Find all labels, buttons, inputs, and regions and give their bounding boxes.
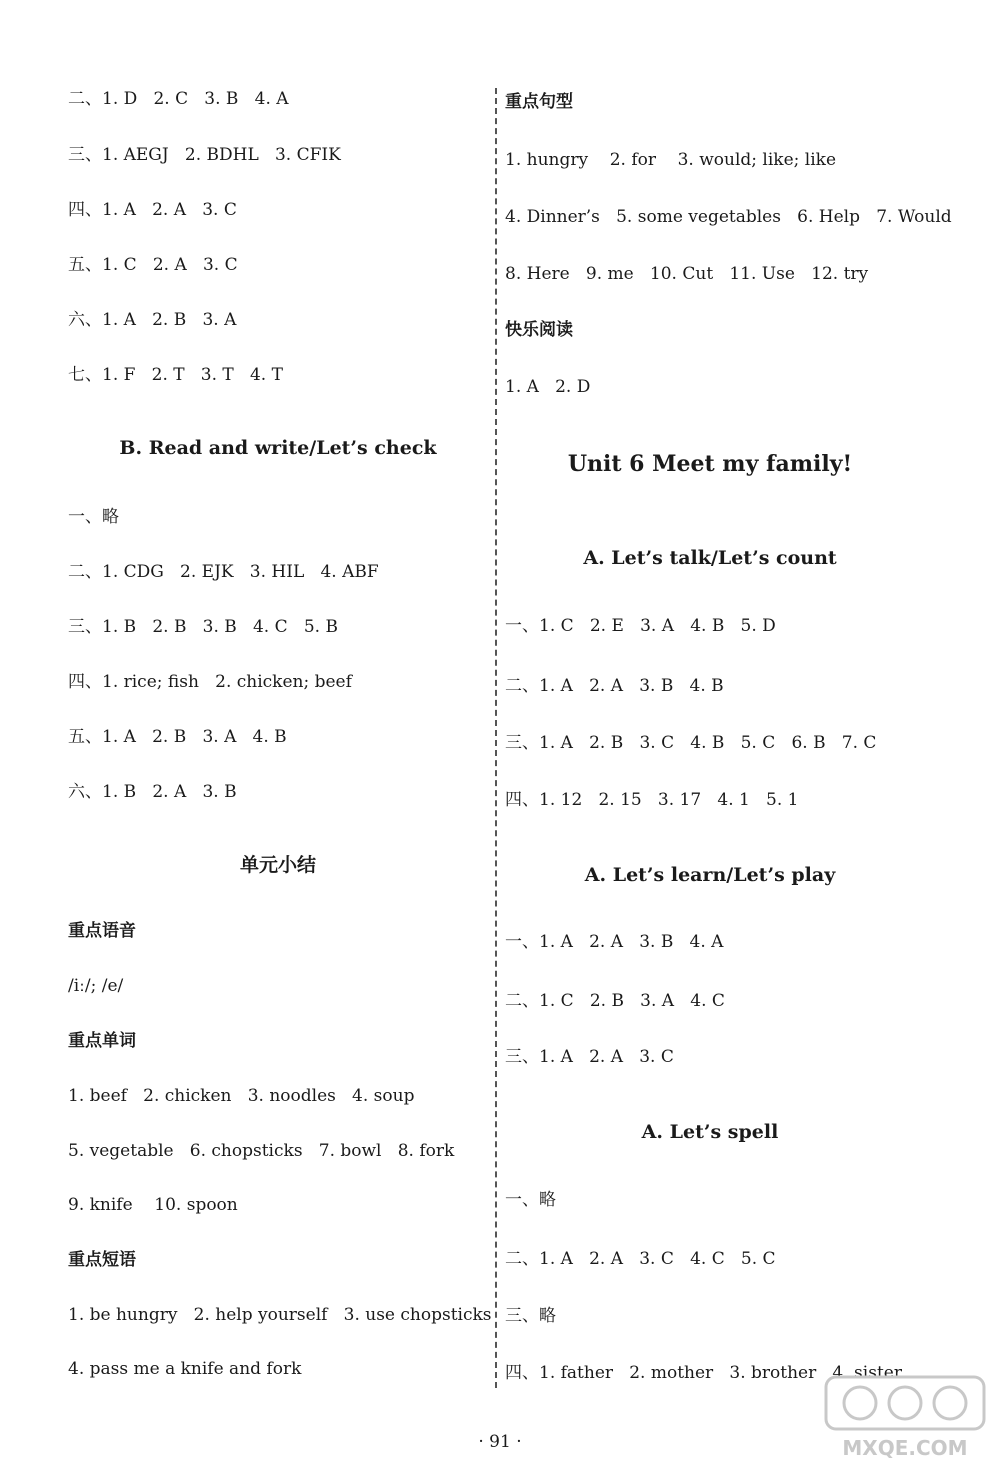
phrases-line: 4. pass me a knife and fork (68, 1359, 302, 1379)
label-pronunciation: 重点语音 (68, 921, 136, 941)
watermark-icon (820, 1373, 990, 1463)
words-line: 9. knife 10. spoon (68, 1195, 238, 1215)
answer-line: 四、1. 12 2. 15 3. 17 4. 1 5. 1 (505, 790, 799, 810)
words-line: 5. vegetable 6. chopsticks 7. bowl 8. fork (68, 1141, 455, 1161)
section-heading-summary: 单元小结 (239, 854, 316, 876)
answer-line: 二、1. C 2. B 3. A 4. C (505, 991, 725, 1011)
label-sentences: 重点句型 (505, 92, 573, 112)
answer-line: 四、1. A 2. A 3. C (68, 200, 237, 220)
answer-line: 一、略 (68, 507, 119, 527)
answer-line: 一、1. C 2. E 3. A 4. B 5. D (505, 616, 776, 636)
answer-line: 六、1. B 2. A 3. B (68, 782, 237, 802)
answer-line: 一、1. A 2. A 3. B 4. A (505, 932, 724, 952)
answer-line: 六、1. A 2. B 3. A (68, 310, 237, 330)
reading-line: 1. A 2. D (505, 377, 591, 397)
phrases-line: 1. be hungry 2. help yourself 3. use chopsticks (68, 1305, 492, 1325)
answer-line: 四、1. father 2. mother 3. brother 4. sister (505, 1363, 902, 1383)
sentences-line: 1. hungry 2. for 3. would; like; like (505, 150, 837, 170)
unit-title: Unit 6 Meet my family! (567, 451, 853, 477)
answer-line: 三、1. A 2. A 3. C (505, 1047, 674, 1067)
answer-line: 七、1. F 2. T 3. T 4. T (68, 365, 283, 385)
answer-line: 二、1. D 2. C 3. B 4. A (68, 89, 289, 109)
section-heading-talk: A. Let’s talk/Let’s count (583, 547, 837, 569)
section-heading-spell: A. Let’s spell (641, 1121, 779, 1143)
column-divider (495, 88, 497, 1388)
sentences-line: 4. Dinner’s 5. some vegetables 6. Help 7. Would (505, 207, 952, 227)
answer-line: 二、1. A 2. A 3. C 4. C 5. C (505, 1249, 776, 1269)
pronunciation-line: /iː/; /e/ (68, 976, 124, 996)
answer-line: 五、1. A 2. B 3. A 4. B (68, 727, 287, 747)
section-heading-read-write: B. Read and write/Let’s check (119, 437, 437, 459)
sentences-line: 8. Here 9. me 10. Cut 11. Use 12. try (505, 264, 869, 284)
label-reading: 快乐阅读 (505, 320, 573, 340)
answer-line: 三、1. AEGJ 2. BDHL 3. CFIK (68, 145, 341, 165)
answer-line: 二、1. CDG 2. EJK 3. HIL 4. ABF (68, 562, 379, 582)
answer-line: 三、1. A 2. B 3. C 4. B 5. C 6. B 7. C (505, 733, 877, 753)
watermark-text: MXQE.COM (842, 1436, 968, 1460)
watermark-logo (820, 1373, 990, 1463)
section-heading-learn: A. Let’s learn/Let’s play (584, 864, 836, 886)
answer-line: 三、1. B 2. B 3. B 4. C 5. B (68, 617, 338, 637)
answer-line: 三、略 (505, 1306, 556, 1326)
words-line: 1. beef 2. chicken 3. noodles 4. soup (68, 1086, 415, 1106)
page-number: · 91 · (478, 1432, 522, 1452)
answer-line: 五、1. C 2. A 3. C (68, 255, 238, 275)
answer-line: 二、1. A 2. A 3. B 4. B (505, 676, 724, 696)
answer-line: 四、1. rice; fish 2. chicken; beef (68, 672, 352, 692)
answer-line: 一、略 (505, 1190, 556, 1210)
label-words: 重点单词 (68, 1031, 136, 1051)
label-phrases: 重点短语 (68, 1250, 136, 1270)
